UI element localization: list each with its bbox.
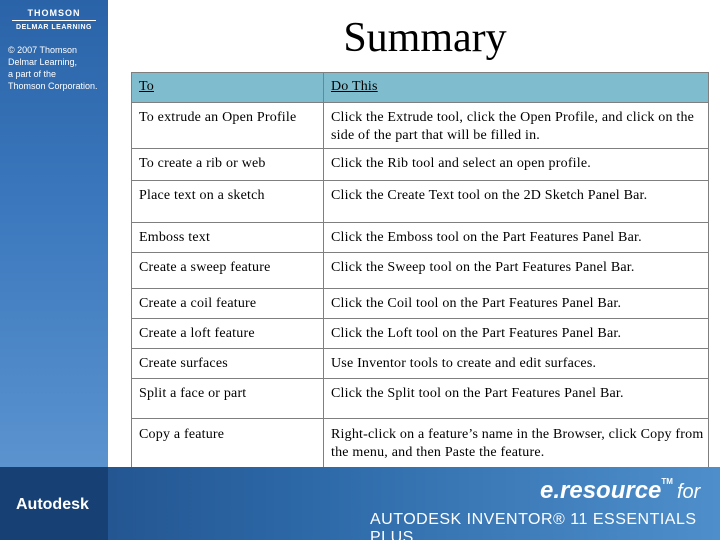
cell-task: Create a coil feature [132,289,324,319]
table-row [132,379,709,419]
cell-task: Create a sweep feature [132,253,324,289]
cell-task: Split a face or part [132,379,324,419]
table-row [132,181,709,223]
cell-action: Click the Loft tool on the Part Features Panel Bar. [324,319,709,349]
cell-action: Click the Emboss tool on the Part Features Panel Bar. [324,223,709,253]
cell-task: To extrude an Open Profile [132,103,324,149]
table-row [132,223,709,253]
thomson-logo [12,8,96,31]
summary-table [131,72,709,469]
eresource-for: for [676,481,701,503]
logo-line2: DELMAR LEARNING [16,24,92,31]
cell-action: Use Inventor tools to create and edit surfaces. [324,349,709,379]
cell-action: Click the Coil tool on the Part Features Panel Bar. [324,289,709,319]
table-row [132,349,709,379]
table-row [132,319,709,349]
footer-banner [0,467,720,546]
cell-action: Click the Sweep tool on the Part Features Panel Bar. [324,253,709,289]
cell-task: Emboss text [132,223,324,253]
table-header-row [132,73,709,103]
cell-task: To create a rib or web [132,149,324,181]
table-row [132,419,709,469]
trademark-mark: TM [661,477,673,486]
eresource-logo [540,477,700,505]
logo-line1: THOMSON [12,8,96,21]
footer-left-panel [0,467,108,540]
cell-action: Click the Split tool on the Part Features Panel Bar. [324,379,709,419]
cell-task: Place text on a sketch [132,181,324,223]
cell-task: Create a loft feature [132,319,324,349]
table-row [132,253,709,289]
autodesk-logo: Autodesk [16,496,89,513]
cell-action: Click the Rib tool and select an open profile. [324,149,709,181]
sidebar [0,0,108,467]
table-row [132,103,709,149]
cell-task: Create surfaces [132,349,324,379]
eresource-text: e.resource [540,477,662,504]
cell-action: Click the Extrude tool, click the Open Profile, and click on the side of the part that will be filled in. [324,103,709,149]
table-row [132,289,709,319]
copyright-text: © 2007 Thomson Delmar Learning, a part of the Thomson Corporation. [8,45,98,91]
cell-task: Copy a feature [132,419,324,469]
header-do-this: Do This [324,73,709,103]
slide-title: Summary [343,15,507,61]
cell-action: Click the Create Text tool on the 2D Sketch Panel Bar. [324,181,709,223]
cell-action: Right-click on a feature’s name in the Browser, click Copy from the menu, and then Paste the feature. [324,419,709,469]
header-to: To [132,73,324,103]
table-row [132,149,709,181]
product-name: AUTODESK INVENTOR® 11 ESSENTIALS PLUS [370,511,697,546]
